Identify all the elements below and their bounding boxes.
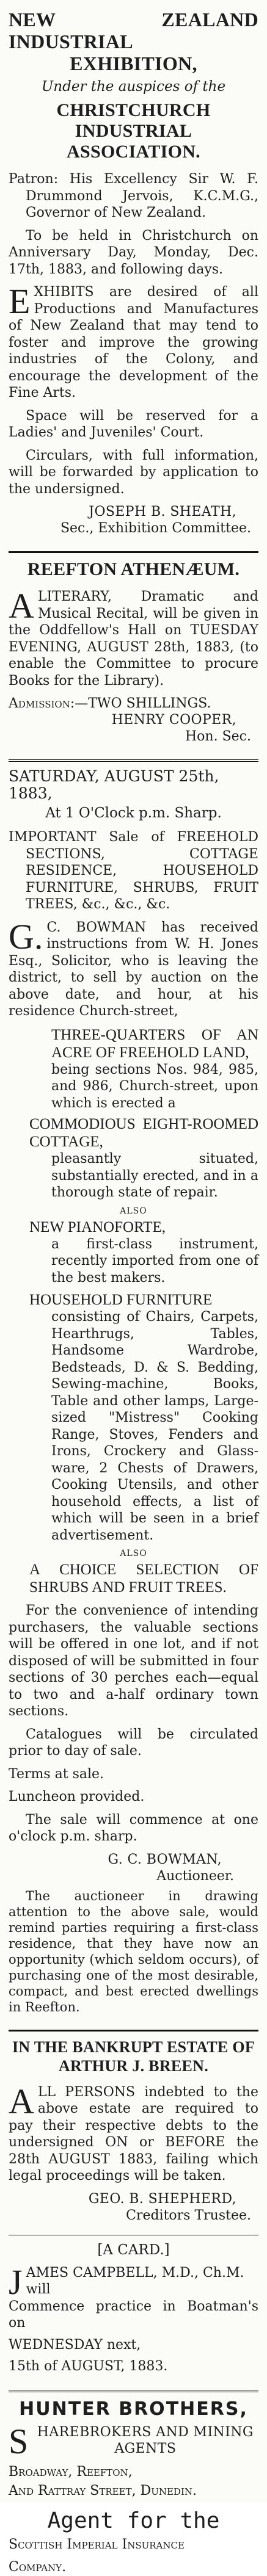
athenaeum-title: REEFTON ATHENÆUM. [27,559,240,579]
exhibition-signature: JOSEPH B. SHEATH, [89,504,236,519]
also-label: ALSO [120,1549,147,1558]
sale-important: IMPORTANT Sale of FREEHOLD SECTIONS, COTTAGE RESIDENCE, HOUSEHOLD FURNITURE, SHRUBS, FRUIT TREES, &c., &c., &c. [9,830,258,912]
exhibition-exhibits: EXHIBITS are desired of all Productions and Manufactures of New Zealand that may tend to foster and improve the growing industries of the Colony, and encourage the development of the Fine Arts. [9,281,258,400]
sale-commence: The sale will commence at one o'clock p.m. sharp. [9,1812,258,1844]
exhibition-title: NEW ZEALAND INDUSTRIAL EXHIBITION, [9,9,258,74]
divider [9,2030,258,2031]
athenaeum-signature: HENRY COOPER, [111,712,236,728]
card-commence: Commence practice in Boatman's on [9,2298,258,2331]
auction-ad [9,768,258,2015]
lot-cottage-title: COMMODIOUS EIGHT-ROOMED COTTAGE, [29,1116,258,1150]
sale-catalogues: Catalogues will be circulated prior to day of sale. [9,1726,258,1759]
exhibition-space: Space will be reserved for a Ladies' and Juveniles' Court. [9,408,258,440]
hunter-company2: Company. [9,2560,67,2575]
admission-label: Admission [9,696,70,711]
lot-shrubs-title: A CHOICE SELECTION OF SHRUBS AND FRUIT TREES. [29,1561,258,1596]
hunter-title: HUNTER BROTHERS, [19,2398,248,2420]
sale-luncheon: Luncheon provided. [9,1789,145,1804]
lot-land-body: being sections Nos. 984, 985, and 986, Church-street, upon which is erected a [51,1062,258,1111]
card-name: JAMES CAMPBELL, M.D., Ch.M. [9,2262,244,2302]
lot-cottage-body: pleasantly situated, substantially erected, and in a thorough state of repair. [51,1151,258,1200]
lot-piano-title: NEW PIANOFORTE, [29,1218,166,1236]
also-label: ALSO [120,1206,147,1216]
sale-time: At 1 O'Clock p.m. Sharp. [45,805,222,821]
exhibition-patron: Patron: His Excellency Sir W. F. Drummond Jervois, K.C.M.G., Governor of New Zealand. [9,172,258,220]
athenaeum-admission [9,695,258,712]
hunter-ad [9,2398,258,2576]
exhibition-association: CHRISTCHURCH INDUSTRIAL ASSOCIATION. [56,100,211,162]
hunter-sub: SHAREBROKERS AND MINING AGENTS [9,2421,254,2461]
athenaeum-signature-role: Hon. Sec. [185,729,251,744]
bankrupt-signature: GEO. B. SHEPHERD, [88,2191,236,2207]
bankrupt-name: ARTHUR J. BREEN. [58,2057,209,2075]
sale-signature-role: Auctioneer. [156,1868,234,1884]
sale-convenience: For the convenience of intending purchasers, the valuable sections will be offered in one lot, and if not disposed of will be submitted in four sections of 30 perches each—equal to two and a-half ordinary town sections. [9,1603,258,1719]
hunter-addr1: Broadway, Reefton, [9,2464,133,2480]
bankrupt-body: ALL PERSONS indebted to the above estate are required to pay their respective debts to the undersigned ON or BEFORE the 28th AUGUST 1883, failing which legal proceedings will be taken. [9,2081,258,2183]
sale-intro: G.C. BOWMAN has received instructions from W. H. Jones Esq., Solicitor, who is leaving the district, to sell by auction on the above date, and hour, at his residence Church-street, [9,916,258,1019]
exhibition-held: To be held in Christchurch on Anniversary Day, Monday, Dec. 17th, 1883, and following days. [9,228,258,277]
card-label: [A CARD.] [97,2241,170,2258]
athenaeum-body: ALITERARY, Dramatic and Musical Recital, will be given in the Oddfellow's Hall on TUESDAY EVENING, AUGUST 28th, 1883, (to enable the Committee to procure Books for the Library). [9,586,258,689]
bankrupt-signature-role: Creditors Trustee. [126,2207,251,2223]
exhibition-ad [9,9,258,537]
lot-furniture-title: HOUSEHOLD FURNITURE [29,1292,213,1308]
bankrupt-ad [9,2038,258,2224]
lot-furniture-body: consisting of Chairs, Carpets, Hearthrugs, Tables, Handsome Wardrobe, Bedsteads, D. & S. Bedding, Sewing-machine, Books, Table and other lamps, Large-sized "Mistress" Cooking Range, Stoves, Fenders and Irons, Crockery and Glass-ware, 2 Chests of Drawers, Cooking Utensils, and other household effects, a list of which will be seen in a brief advertisement. [51,1309,258,1543]
divider [9,2390,258,2392]
sale-signature: G. C. BOWMAN, [108,1851,222,1867]
bankrupt-title: IN THE BANKRUPT ESTATE OF [12,2038,255,2056]
hunter-agent: Agent for the [47,2508,220,2533]
exhibition-signature-role: Sec., Exhibition Committee. [60,521,251,536]
card-will: will [26,2282,51,2297]
admission-value: :—TWO SHILLINGS. [70,696,211,711]
card-day: WEDNESDAY next, [9,2337,141,2353]
hunter-addr2: And Rattray Street, Dunedin. [9,2483,197,2498]
sale-date: SATURDAY, AUGUST 25th, 1883, [9,767,219,802]
exhibition-under: Under the auspices of the [41,79,226,95]
divider [9,759,258,762]
exhibition-circulars: Circulars, with full information, will be forwarded by application to the undersigned. [9,447,258,497]
sale-attention: The auctioneer in drawing attention to the above sale, would remind parties requiring a first-class residence, that they have now an opportunity (which seldom occurs), of purchasing one of the most desirable, compact, and best erected dwellings in Reefton. [9,1888,258,2014]
card-date: 15th of AUGUST, 1883. [9,2359,168,2374]
divider [9,551,258,553]
hunter-company1: Scottish Imperial Insurance [9,2536,185,2552]
lot-land-title: THREE-QUARTERS OF AN ACRE OF FREEHOLD LAND, [51,1026,258,1061]
sale-terms: Terms at sale. [9,1766,104,1782]
card-ad [9,2241,258,2375]
athenaeum-ad [9,559,258,745]
lot-piano-body: a first-class instrument, recently imported from one of the best makers. [51,1236,258,1286]
